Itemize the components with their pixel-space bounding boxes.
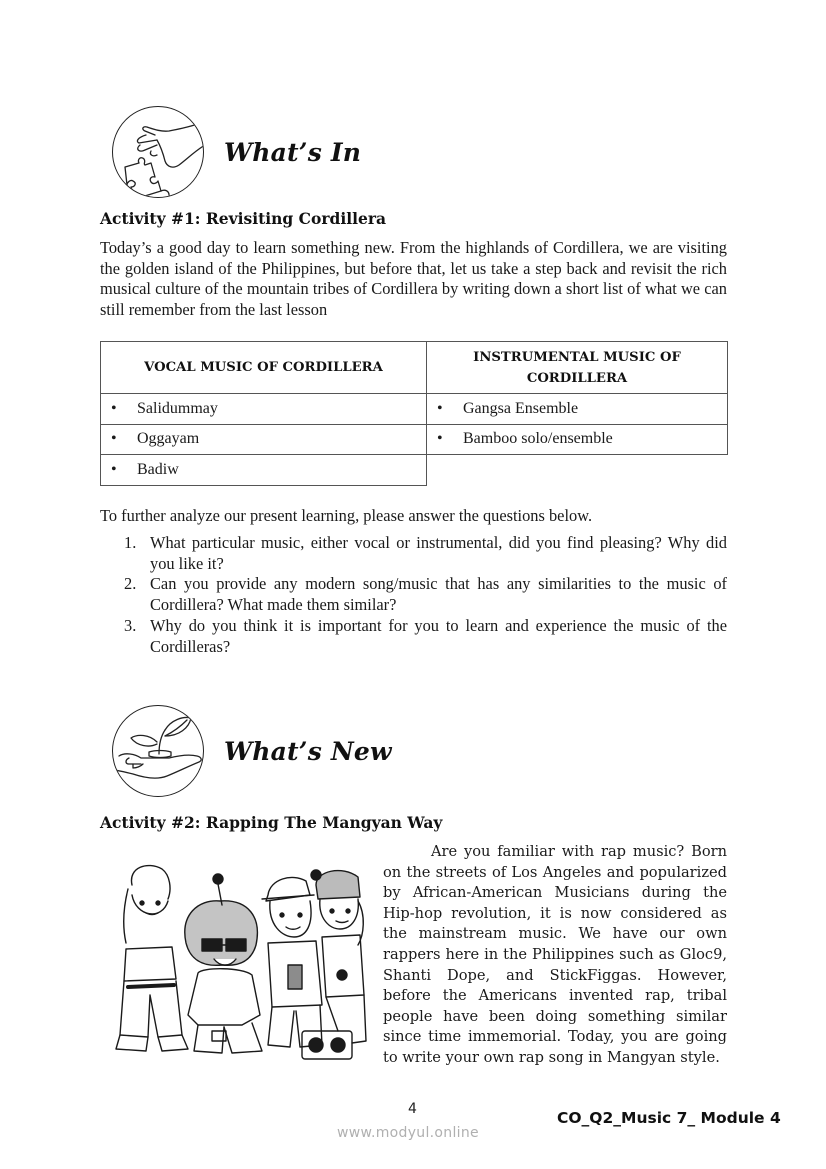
bullet-icon: • <box>111 460 117 478</box>
table-row <box>101 455 728 486</box>
instrumental-cell <box>427 394 728 425</box>
vocal-item: Badiw <box>137 460 179 478</box>
question-number: 3. <box>124 615 137 635</box>
section-title-whats-in: What’s In <box>224 137 362 167</box>
module-code: CO_Q2_Music 7_ Module 4 <box>557 1109 781 1127</box>
rappers-illustration <box>102 855 370 1063</box>
question-text: Can you provide any modern song/music that has any similarities to the music of Cordillera? What made them similar? <box>150 574 727 615</box>
instrumental-item: Bamboo solo/ensemble <box>463 430 613 448</box>
vocal-cell <box>101 394 427 425</box>
whats-new-header <box>112 705 392 797</box>
questions-list <box>124 533 727 657</box>
empty-cell <box>427 455 728 486</box>
page-number: 4 <box>408 1101 417 1117</box>
question-item <box>124 533 727 574</box>
bullet-icon: • <box>111 399 117 417</box>
instrumental-cell <box>427 424 728 455</box>
bullet-icon: • <box>437 399 443 417</box>
vocal-cell <box>101 455 427 486</box>
table-row <box>101 394 728 425</box>
whats-in-header <box>112 106 361 198</box>
question-item <box>124 616 727 657</box>
activity-1-intro: Today’s a good day to learn something new. From the highlands of Cordillera, we are visiting the golden island of the Philippines, but before that, let us take a step back and revisit the rich musical culture of the mountain tribes of Cordillera by writing down a short list of what we can still remember from the last lesson <box>100 238 727 320</box>
question-number: 2. <box>124 574 137 594</box>
vocal-item: Oggayam <box>137 430 200 448</box>
activity-2-paragraph <box>383 842 727 1069</box>
bullet-icon: • <box>111 430 117 448</box>
question-text: Why do you think it is important for you to learn and experience the music of the Cordilleras? <box>150 615 727 656</box>
questions-intro: To further analyze our present learning, please answer the questions below. <box>100 506 593 525</box>
hand-seedling-icon <box>112 705 204 797</box>
vocal-cell <box>101 424 427 455</box>
header-instrumental: INSTRUMENTAL MUSIC OF CORDILLERA <box>427 342 728 394</box>
cordillera-music-table <box>100 341 728 486</box>
bullet-icon: • <box>437 430 443 448</box>
header-vocal: VOCAL MUSIC OF CORDILLERA <box>101 342 427 394</box>
table-header-row <box>101 342 728 394</box>
watermark: www.modyul.online <box>337 1125 479 1141</box>
activity-2-text: Are you familiar with rap music? Born on the streets of Los Angeles and popularized by African-American Musicians during the Hip-hop revolution, it is now considered as the mainstream music. We have our own rappers here in the Philippines such as Gloc9, Shanti Dope, and StickFiggas. However, before the Americans invented rap, tribal people have been doing something similar since time immemorial. Today, you are going to write your own rap song in Mangyan style. <box>383 843 727 1066</box>
question-item <box>124 574 727 615</box>
activity-2-title: Activity #2: Rapping The Mangyan Way <box>100 813 443 832</box>
activity-1-title: Activity #1: Revisiting Cordillera <box>100 209 387 228</box>
vocal-item: Salidummay <box>137 399 218 417</box>
question-number: 1. <box>124 533 137 552</box>
question-text: What particular music, either vocal or instrumental, did you find pleasing? Why did you like it? <box>150 533 727 573</box>
table-row <box>101 424 728 455</box>
hand-puzzle-icon <box>112 106 204 198</box>
section-title-whats-new: What’s New <box>224 736 392 766</box>
instrumental-item: Gangsa Ensemble <box>463 399 579 417</box>
